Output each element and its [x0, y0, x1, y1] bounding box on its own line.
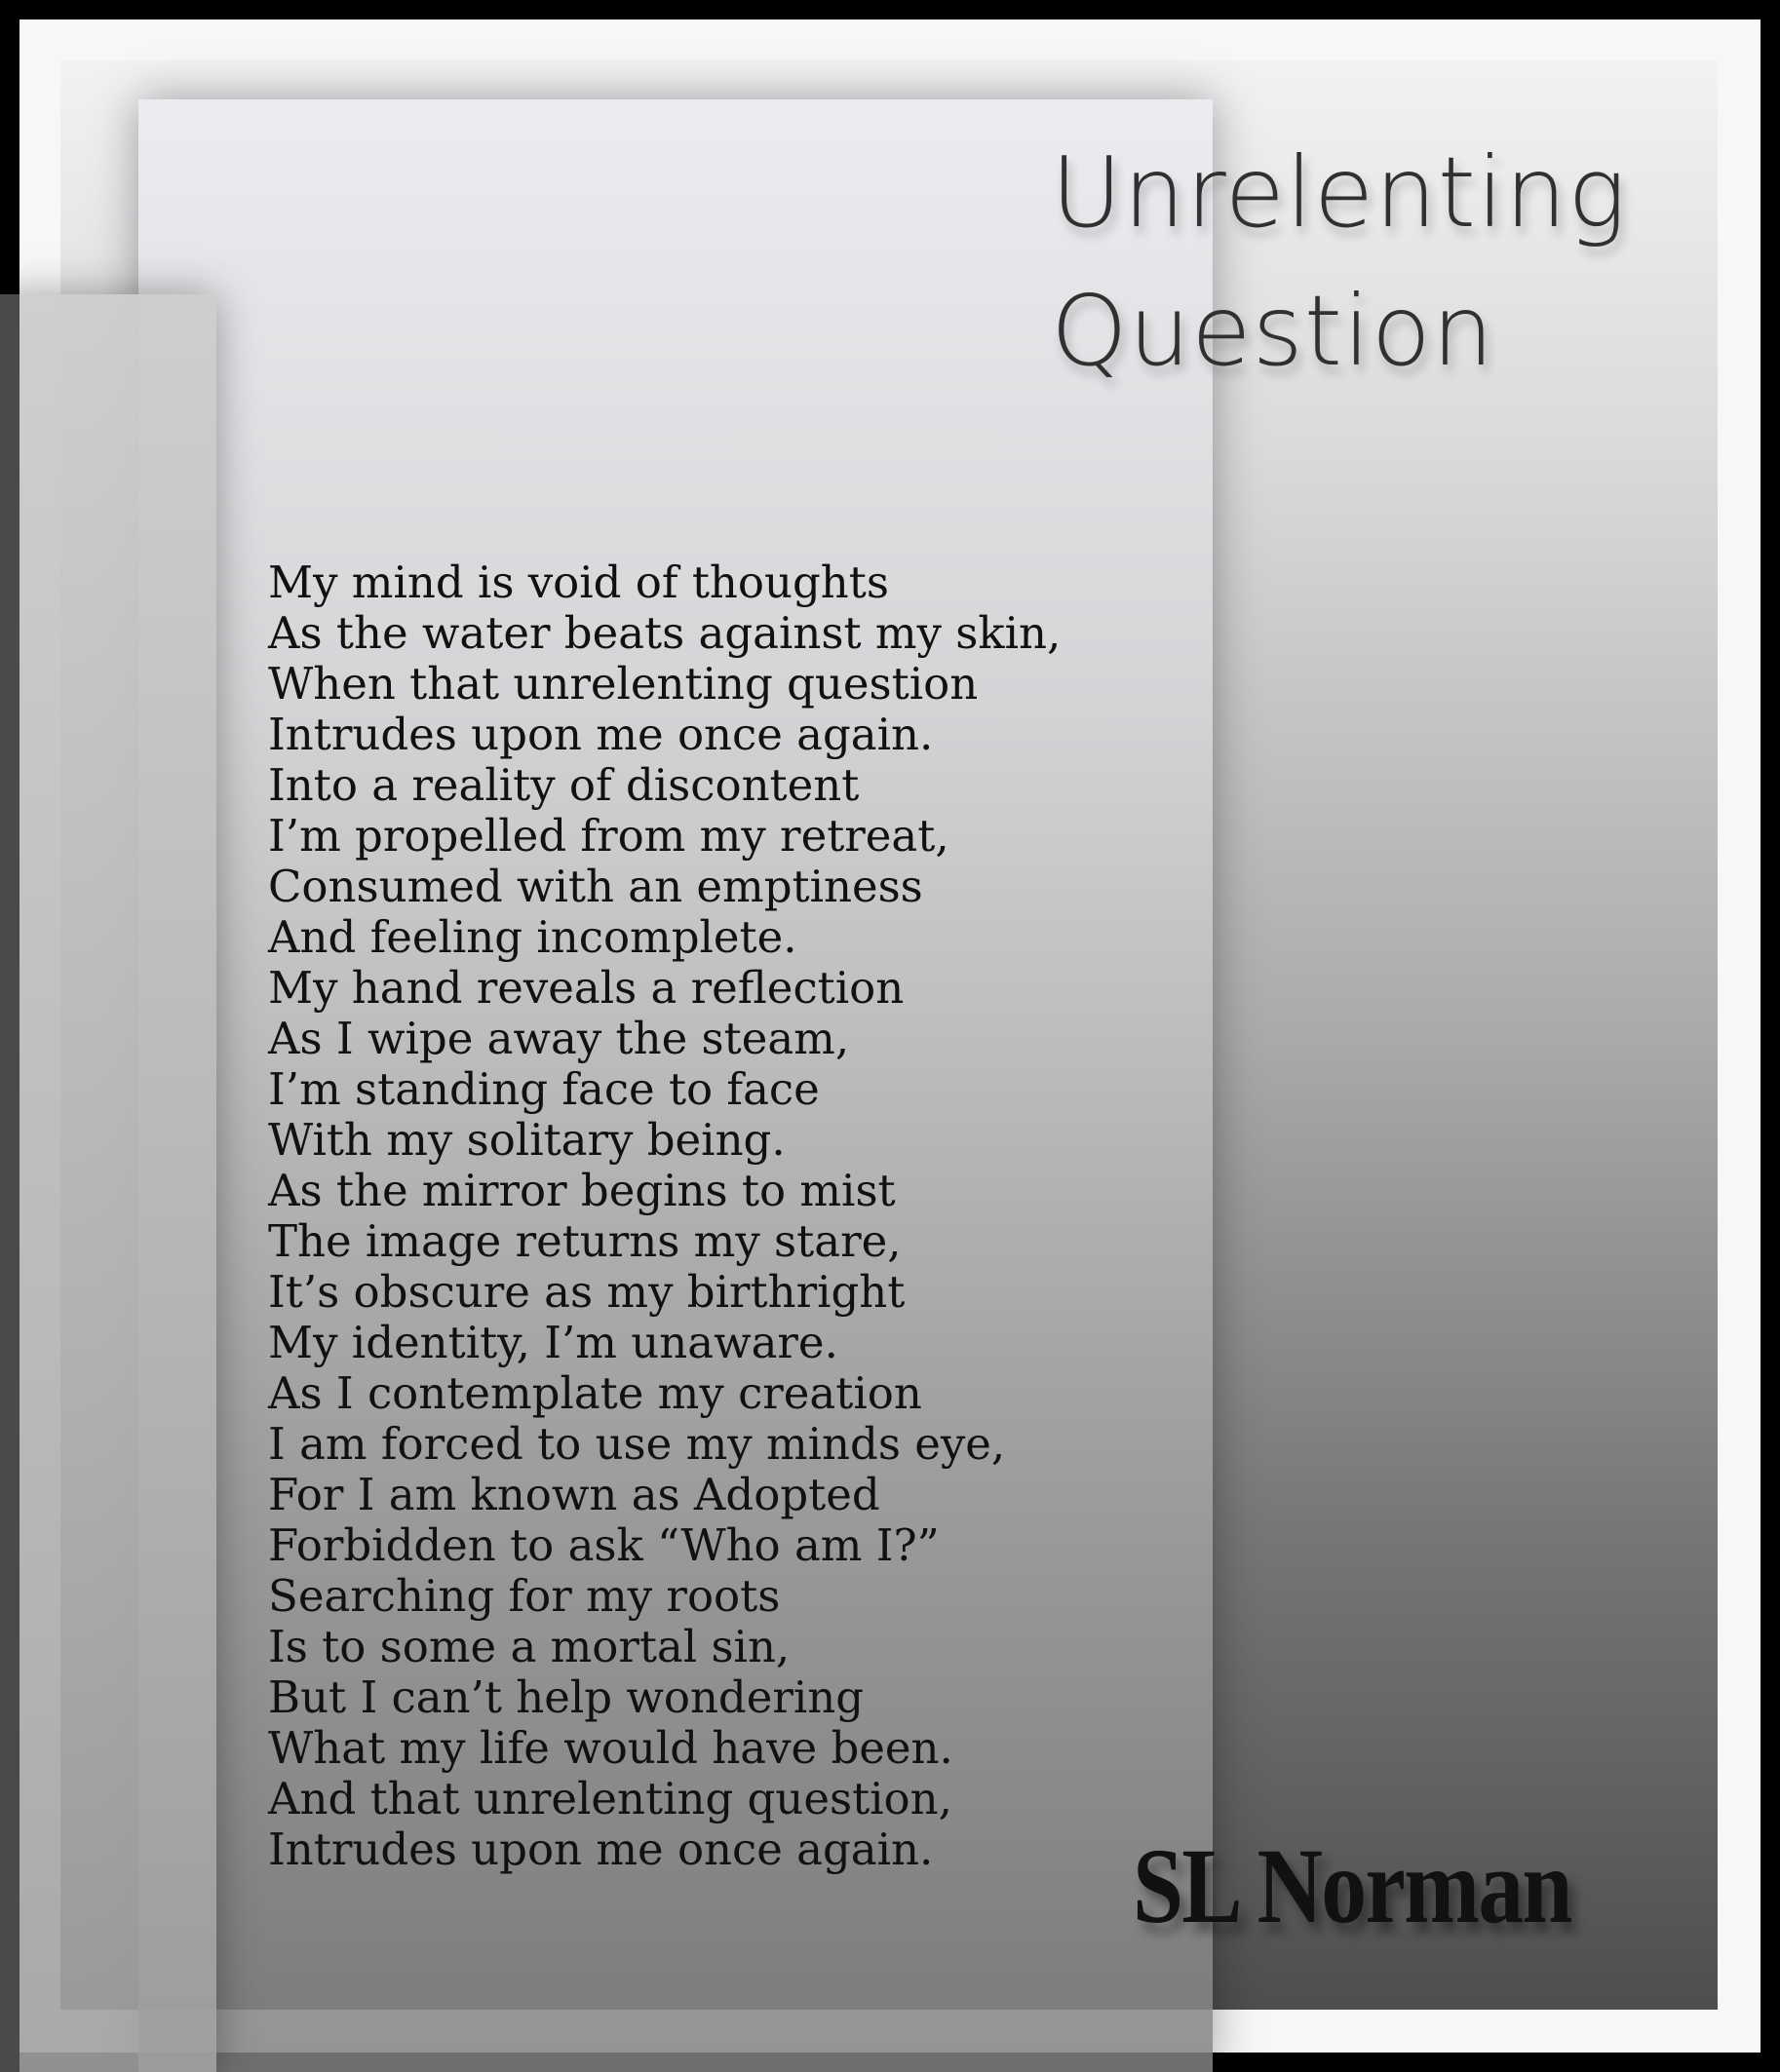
poem-line: The image returns my stare, [268, 1215, 902, 1267]
poem-line: As I contemplate my creation [268, 1367, 922, 1419]
poem-line: When that unrelenting question [268, 658, 979, 710]
poem-line: I am forced to use my minds eye, [268, 1418, 1006, 1470]
poem-line: Intrudes upon me once again. [268, 709, 934, 760]
poem-line: Is to some a mortal sin, [268, 1621, 791, 1672]
poem-line: And that unrelenting question, [268, 1773, 952, 1824]
author-name: SL Norman [1133, 1826, 1571, 1945]
poem-line: But I can’t help wondering [268, 1671, 865, 1723]
poem-line: Into a reality of discontent [268, 759, 860, 811]
poem-title-line-2: Question [1051, 274, 1495, 388]
poem-line: And feeling incomplete. [268, 911, 797, 963]
poem-line: Intrudes upon me once again. [268, 1823, 934, 1875]
poem-line: I’m standing face to face [268, 1063, 820, 1115]
poem-line: My identity, I’m unaware. [268, 1317, 838, 1368]
poem-body [268, 557, 1061, 1875]
left-dark-edge [0, 294, 19, 2072]
poem-line: Searching for my roots [268, 1570, 781, 1622]
poem-line: My hand reveals a reflection [268, 962, 905, 1014]
poem-line: Forbidden to ask “Who am I?” [268, 1519, 940, 1571]
poem-title-line-1: Unrelenting [1051, 135, 1628, 249]
poem-line: My mind is void of thoughts [268, 556, 889, 608]
poem-line: I’m propelled from my retreat, [268, 810, 949, 862]
poem-line: As the mirror begins to mist [268, 1165, 896, 1216]
left-translucent-strip [0, 294, 216, 2072]
poem-line: Consumed with an emptiness [268, 861, 923, 912]
poem-line: As I wipe away the steam, [268, 1013, 850, 1064]
poem-line: For I am known as Adopted [268, 1469, 880, 1520]
poem-line: It’s obscure as my birthright [268, 1266, 906, 1318]
poem-line: As the water beats against my skin, [268, 607, 1062, 659]
poem-line: What my life would have been. [268, 1722, 953, 1774]
poem-line: With my solitary being. [268, 1114, 786, 1166]
